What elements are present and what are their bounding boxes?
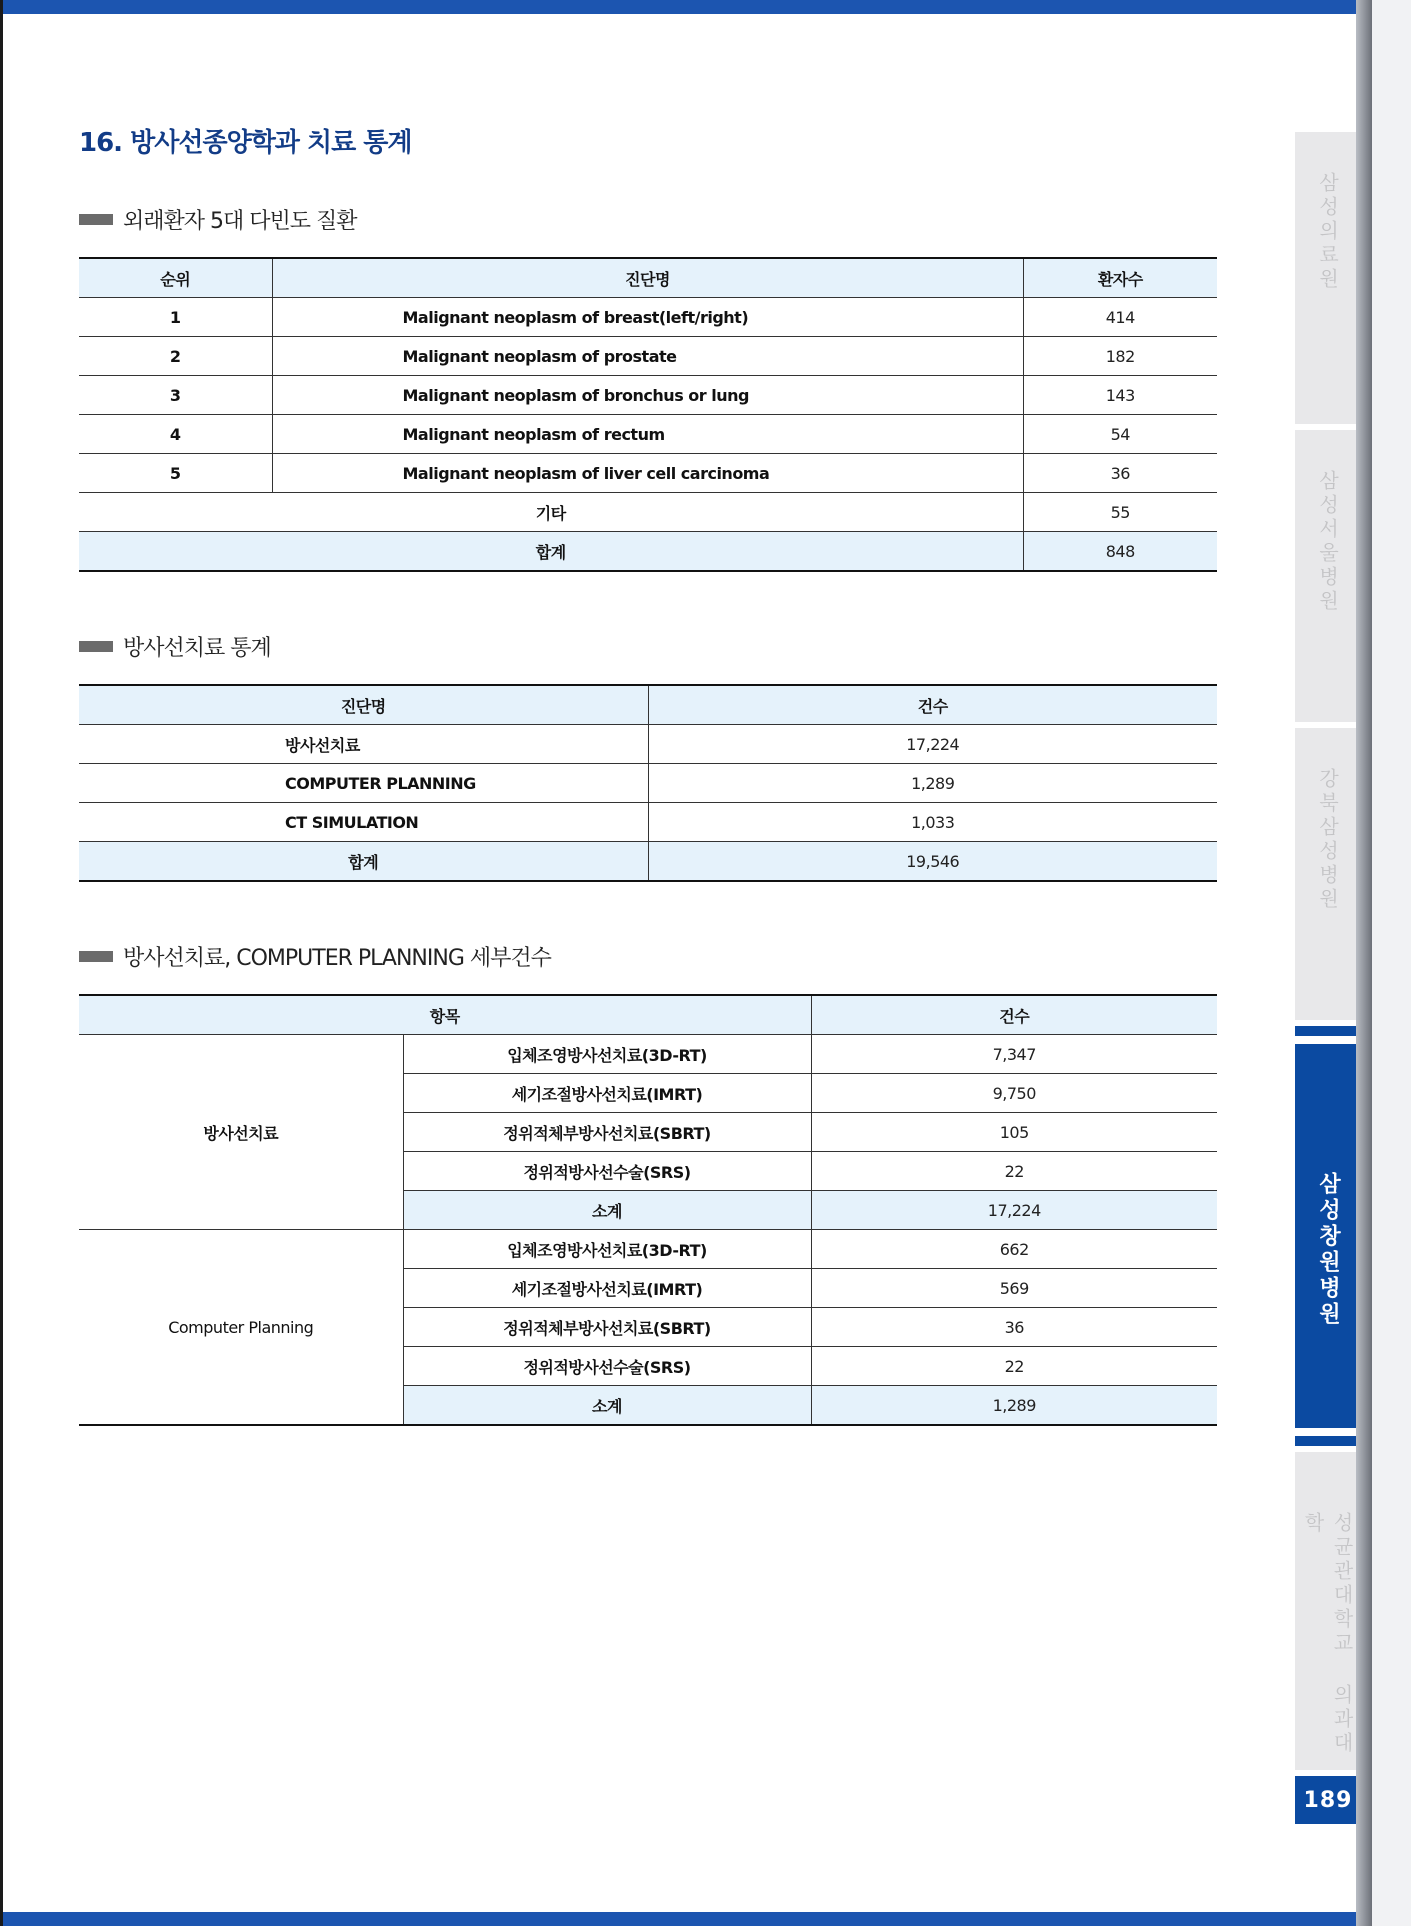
table-header-row — [79, 685, 1217, 725]
count-cell: 17,224 — [648, 725, 1217, 764]
count-cell: 7,347 — [811, 1035, 1217, 1074]
item-cell: 정위적방사선수술(SRS) — [403, 1152, 811, 1191]
radiotherapy-stats-table — [79, 684, 1217, 882]
subtotal-label: 소계 — [403, 1191, 811, 1230]
side-tab-samsung-changwon-hospital[interactable] — [1295, 1026, 1361, 1446]
page-number: 189 — [1295, 1776, 1361, 1824]
diagnosis-cell: Malignant neoplasm of prostate — [272, 337, 1023, 376]
header-rank: 순위 — [79, 258, 272, 298]
item-cell: 세기조절방사선치료(IMRT) — [403, 1269, 811, 1308]
rank-cell: 3 — [79, 376, 272, 415]
rank-cell: 4 — [79, 415, 272, 454]
side-tab-label: 삼성서울병원 — [1315, 470, 1340, 614]
detail-counts-table — [79, 994, 1217, 1426]
count-cell: 1,033 — [648, 803, 1217, 842]
diagnosis-cell: Malignant neoplasm of breast(left/right) — [272, 298, 1023, 337]
section-heading-text: 외래환자 5대 다빈도 질환 — [123, 208, 357, 234]
table-row — [79, 725, 1217, 764]
table-row — [79, 376, 1217, 415]
rank-cell: 2 — [79, 337, 272, 376]
item-cell: 입체조영방사선치료(3D-RT) — [403, 1035, 811, 1074]
group-label-computer-planning: Computer Planning — [79, 1230, 403, 1426]
top-border-bar — [3, 0, 1375, 14]
total-row — [79, 842, 1217, 882]
page-title: 16. 방사선종양학과 치료 통계 — [79, 128, 412, 158]
patients-cell: 36 — [1023, 454, 1217, 493]
table-row — [79, 415, 1217, 454]
side-tab-samsung-seoul-hospital[interactable] — [1295, 430, 1361, 722]
table-row — [79, 803, 1217, 842]
section-marker-icon — [79, 951, 113, 962]
side-tab-skku-medical-school[interactable] — [1295, 1452, 1361, 1770]
side-tab-samsung-medical-center[interactable] — [1295, 132, 1361, 424]
header-item: 항목 — [79, 995, 811, 1035]
header-count: 건수 — [811, 995, 1217, 1035]
patients-cell: 414 — [1023, 298, 1217, 337]
patients-cell: 54 — [1023, 415, 1217, 454]
count-cell: 569 — [811, 1269, 1217, 1308]
table-row — [79, 337, 1217, 376]
section-heading-detail-counts — [79, 941, 551, 971]
section-heading-text: 방사선치료 통계 — [123, 635, 271, 661]
count-cell: 36 — [811, 1308, 1217, 1347]
total-row — [79, 532, 1217, 572]
table-row — [79, 298, 1217, 337]
page-edge-background — [1372, 0, 1411, 1926]
section-heading-radiotherapy-stats — [79, 631, 271, 661]
header-diagnosis: 진단명 — [272, 258, 1023, 298]
count-cell: 9,750 — [811, 1074, 1217, 1113]
subtotal-label: 소계 — [403, 1386, 811, 1426]
side-tab-kangbuk-samsung-hospital[interactable] — [1295, 728, 1361, 1020]
section-marker-icon — [79, 214, 113, 225]
table-header-row — [79, 258, 1217, 298]
top5-diseases-table — [79, 257, 1217, 572]
section-heading-text: 방사선치료, COMPUTER PLANNING 세부건수 — [123, 945, 551, 971]
count-cell: 662 — [811, 1230, 1217, 1269]
diagnosis-cell: Malignant neoplasm of rectum — [272, 415, 1023, 454]
count-cell: 22 — [811, 1152, 1217, 1191]
side-tab-label: 삼성의료원 — [1315, 172, 1340, 292]
item-cell: 정위적체부방사선치료(SBRT) — [403, 1308, 811, 1347]
side-tab-label: 강북삼성병원 — [1315, 768, 1340, 912]
other-row — [79, 493, 1217, 532]
side-tab-label: 성균관대학교 의과대학 — [1301, 1512, 1354, 1756]
diagnosis-cell: Malignant neoplasm of liver cell carcinoma — [272, 454, 1023, 493]
page-edge-shadow — [1356, 0, 1372, 1926]
subtotal-count: 17,224 — [811, 1191, 1217, 1230]
diagnosis-cell: COMPUTER PLANNING — [79, 764, 648, 803]
total-count: 19,546 — [648, 842, 1217, 882]
section-marker-icon — [79, 641, 113, 652]
patients-cell: 143 — [1023, 376, 1217, 415]
item-cell: 입체조영방사선치료(3D-RT) — [403, 1230, 811, 1269]
table-header-row — [79, 995, 1217, 1035]
diagnosis-cell: 방사선치료 — [79, 725, 648, 764]
table-row — [79, 1230, 1217, 1269]
diagnosis-cell: CT SIMULATION — [79, 803, 648, 842]
item-cell: 세기조절방사선치료(IMRT) — [403, 1074, 811, 1113]
rank-cell: 1 — [79, 298, 272, 337]
other-label: 기타 — [79, 493, 1023, 532]
group-label-radiotherapy: 방사선치료 — [79, 1035, 403, 1230]
item-cell: 정위적체부방사선치료(SBRT) — [403, 1113, 811, 1152]
item-cell: 정위적방사선수술(SRS) — [403, 1347, 811, 1386]
bottom-border-bar — [3, 1912, 1375, 1926]
table-row — [79, 1035, 1217, 1074]
count-cell: 22 — [811, 1347, 1217, 1386]
rank-cell: 5 — [79, 454, 272, 493]
total-patients: 848 — [1023, 532, 1217, 572]
header-diagnosis: 진단명 — [79, 685, 648, 725]
table-row — [79, 454, 1217, 493]
count-cell: 105 — [811, 1113, 1217, 1152]
header-patients: 환자수 — [1023, 258, 1217, 298]
subtotal-count: 1,289 — [811, 1386, 1217, 1426]
table-row — [79, 764, 1217, 803]
patients-cell: 182 — [1023, 337, 1217, 376]
total-label: 합계 — [79, 842, 648, 882]
total-label: 합계 — [79, 532, 1023, 572]
section-heading-top5-diseases — [79, 204, 357, 234]
other-patients: 55 — [1023, 493, 1217, 532]
header-count: 건수 — [648, 685, 1217, 725]
count-cell: 1,289 — [648, 764, 1217, 803]
side-tab-label: 삼성창원병원 — [1315, 1172, 1341, 1328]
diagnosis-cell: Malignant neoplasm of bronchus or lung — [272, 376, 1023, 415]
